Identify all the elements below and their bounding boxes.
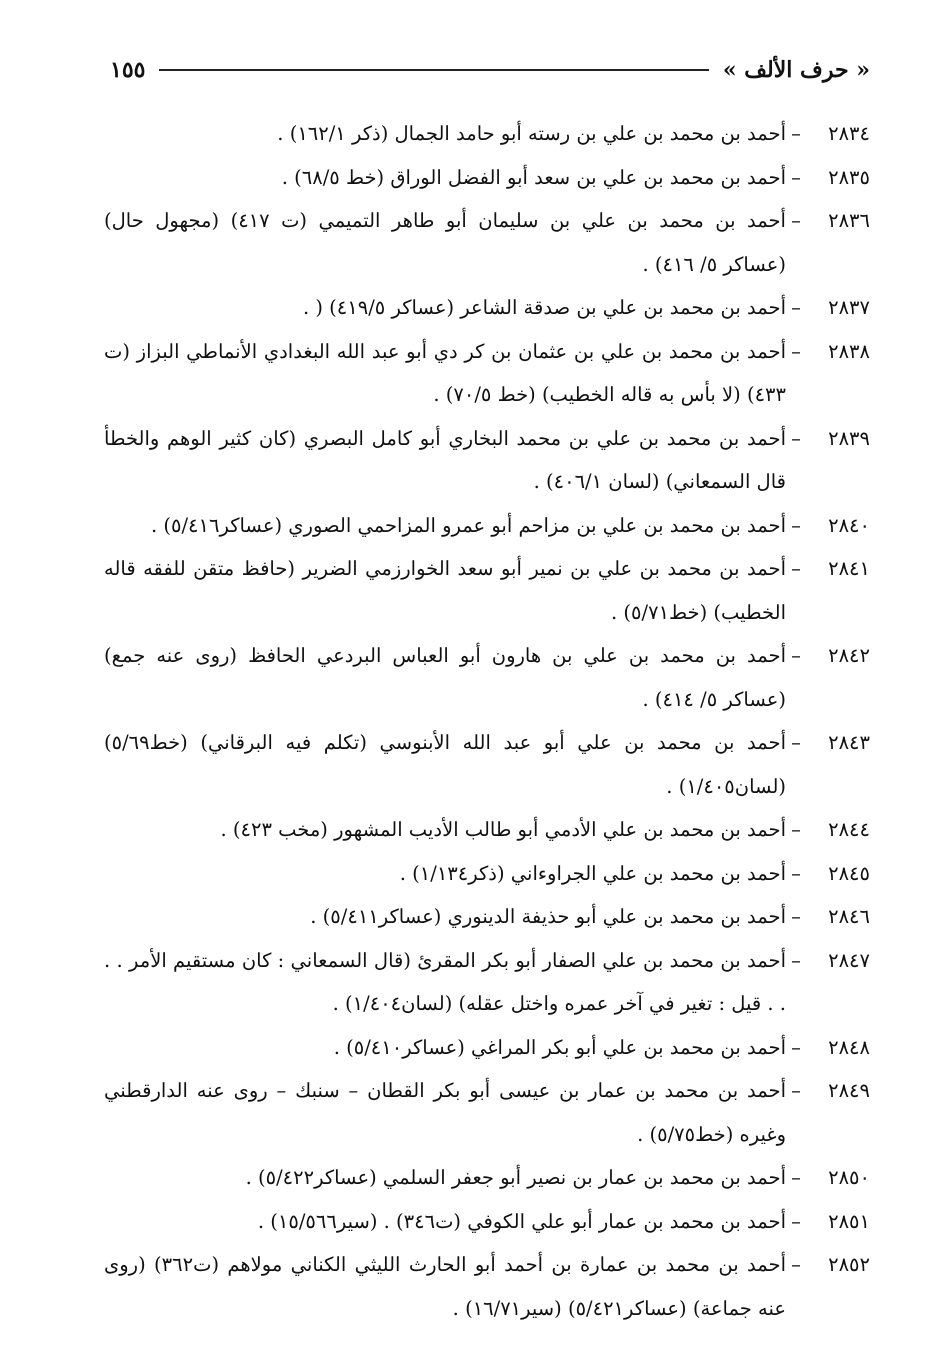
entry-number: ٢٨٤٧ (828, 948, 870, 972)
entry-2848 (104, 1026, 870, 1070)
page-header (110, 50, 870, 90)
entry-number: ٢٨٤١ (828, 557, 870, 580)
entry-dash: – (791, 426, 801, 450)
entry-number: ٢٨٤٦ (828, 905, 870, 928)
entry-number: ٢٨٣٧ (828, 296, 870, 319)
entry-2842 (104, 634, 870, 721)
entry-2835 (104, 156, 870, 200)
entry-text: أحمد بن محمد بن علي بن مزاحم أبو عمرو المزاحمي الصوري (عساكر٥/٤١٦) . (150, 513, 786, 537)
entry-dash: – (791, 905, 801, 928)
chapter-title: « حرف الألف » (722, 57, 870, 83)
entry-2839 (104, 417, 870, 504)
entry-text: أحمد بن محمد بن علي بن سعد أبو الفضل الوراق (خط ٦٨/٥) . (281, 165, 786, 189)
entry-2837 (104, 286, 870, 330)
entry-2851 (104, 1200, 870, 1244)
entry-dash: – (791, 948, 801, 972)
entry-text: أحمد بن محمد بن علي بن نمير أبو سعد الخوارزمي الضرير (حافظ متقن للفقه قاله الخطيب) (خط٥/٧١) . (104, 557, 786, 624)
entry-2849 (104, 1069, 870, 1156)
entry-text: أحمد بن محمد بن علي بن سليمان أبو طاهر التميمي (ت ٤١٧) (مجهول حال) (عساكر ٥/ ٤١٦) . (104, 209, 786, 276)
entry-text: أحمد بن محمد بن عمار أبو علي الكوفي (ت٣٤٦) . (سير١٥/٥٦٦) . (257, 1209, 786, 1233)
entry-2840 (104, 504, 870, 548)
entry-2841 (104, 547, 870, 634)
entry-number: ٢٨٣٤ (828, 122, 870, 145)
entry-number: ٢٨٤٨ (828, 1035, 870, 1059)
entry-dash: – (791, 644, 801, 667)
entry-text: أحمد بن محمد بن علي بن هارون أبو العباس البردعي الحافظ (روى عنه جمع) (عساكر ٥/ ٤١٤) . (104, 644, 786, 711)
entry-dash: – (791, 209, 801, 232)
entry-text: أحمد بن محمد بن علي أبو عبد الله الأبنوسي (تكلم فيه البرقاني) (خط٥/٦٩) (لسان١/٤٠٥) . (104, 731, 786, 798)
entry-dash: – (791, 1079, 801, 1102)
entry-number: ٢٨٥٢ (828, 1253, 870, 1276)
entry-dash: – (791, 165, 801, 189)
entry-text: أحمد بن محمد بن علي الجراوءاني (ذكر١/١٣٤) . (399, 861, 786, 885)
entry-2846 (104, 895, 870, 939)
entry-text: أحمد بن محمد بن عمار بن عيسى أبو بكر القطان – سنبك – روى عنه الدارقطني وغيره (خط٥/٧٥) . (104, 1079, 786, 1146)
entry-number: ٢٨٥١ (828, 1209, 870, 1233)
entry-dash: – (791, 339, 801, 363)
entry-dash: – (791, 818, 801, 841)
entry-2843 (104, 721, 870, 808)
entry-number: ٢٨٥٠ (828, 1166, 870, 1189)
entry-number: ٢٨٤٩ (828, 1079, 870, 1102)
entry-number: ٢٨٤٤ (828, 818, 870, 841)
entry-2845 (104, 852, 870, 896)
entry-dash: – (791, 557, 801, 580)
entry-text: أحمد بن محمد بن عمار بن نصير أبو جعفر السلمي (عساكر٥/٤٢٢) . (245, 1166, 786, 1189)
entry-dash: – (791, 513, 801, 537)
entry-number: ٢٨٣٨ (828, 339, 870, 363)
entry-dash: – (791, 1209, 801, 1233)
entry-number: ٢٨٤٢ (828, 644, 870, 667)
entry-number: ٢٨٣٥ (828, 165, 870, 189)
page-number: ١٥٥ (110, 57, 146, 83)
entry-number: ٢٨٤٠ (828, 513, 870, 537)
entry-2834 (104, 112, 870, 156)
entry-number: ٢٨٣٦ (828, 209, 870, 232)
entry-2838 (104, 330, 870, 417)
entry-dash: – (791, 1035, 801, 1059)
entry-dash: – (791, 1253, 801, 1276)
entry-2852 (104, 1243, 870, 1330)
entry-text: أحمد بن محمد بن علي بن عثمان بن كر دي أبو عبد الله البغدادي الأنماطي البزاز (ت ٤٣٣) (لا بأس به قاله الخطيب) (خط ٧٠/٥) . (104, 339, 786, 406)
entry-number: ٢٨٤٥ (828, 861, 870, 885)
entry-dash: – (791, 731, 801, 754)
entry-dash: – (791, 122, 801, 145)
entry-text: أحمد بن محمد بن علي بن محمد البخاري أبو كامل البصري (كان كثير الوهم والخطأ قال السمعاني) (لسان ٤٠٦/١) . (104, 426, 786, 493)
entry-text: أحمد بن محمد بن علي أبو حذيفة الدينوري (عساكر٥/٤١١) . (310, 905, 786, 928)
entry-text: أحمد بن محمد بن علي الأدمي أبو طالب الأديب المشهور (مخب ٤٢٣) . (220, 818, 786, 841)
entry-number: ٢٨٤٣ (828, 731, 870, 754)
entry-dash: – (791, 296, 801, 319)
entry-text: أحمد بن محمد بن علي الصفار أبو بكر المقرئ (قال السمعاني : كان مستقيم الأمر . . . . قيل : تغير في آخر عمره واختل عقله) (لسان١/٤٠٤) . (104, 948, 786, 1015)
entry-text: أحمد بن محمد بن علي أبو بكر المراغي (عساكر٥/٤١٠) . (333, 1035, 786, 1059)
entry-dash: – (791, 861, 801, 885)
entry-number: ٢٨٣٩ (828, 426, 870, 450)
entry-2847 (104, 939, 870, 1026)
entry-text: أحمد بن محمد بن عمارة بن أحمد أبو الحارث الليثي الكناني مولاهم (ت٣٦٢) (روى عنه جماعة) (عساكر٥/٤٢١) (سير١٦/٧١) . (104, 1253, 786, 1320)
entry-text: أحمد بن محمد بن علي بن صدقة الشاعر (عساكر ٤١٩/٥) ( . (302, 296, 786, 319)
entry-2850 (104, 1156, 870, 1200)
entries-list (104, 112, 870, 1330)
entry-2844 (104, 808, 870, 852)
entry-dash: – (791, 1166, 801, 1189)
entry-2836 (104, 199, 870, 286)
entry-text: أحمد بن محمد بن علي بن رسته أبو حامد الجمال (ذكر ١٦٢/١) . (277, 122, 786, 145)
header-rule (159, 69, 708, 71)
